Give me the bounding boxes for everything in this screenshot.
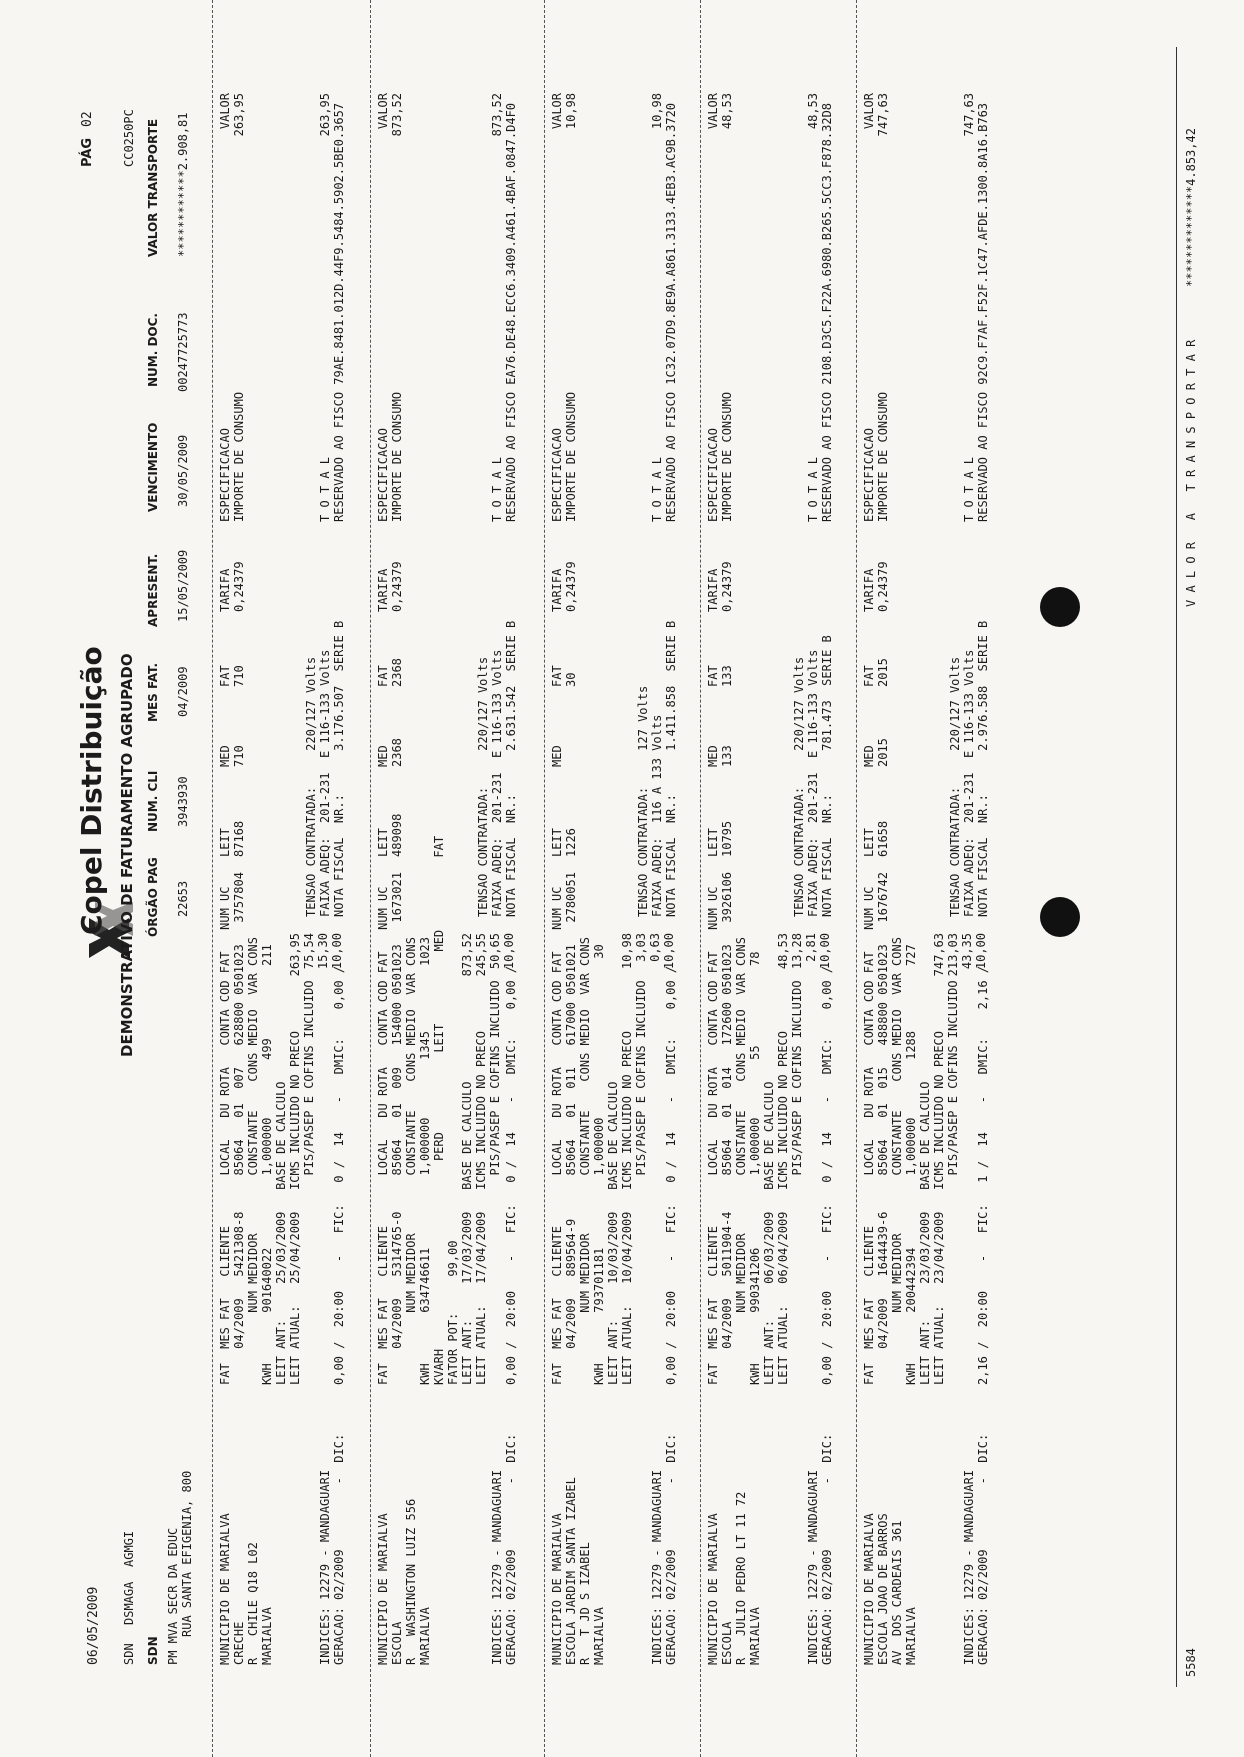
record-leit: LEIT 87168 — [218, 820, 246, 857]
report-code: CC0250PC — [122, 109, 136, 167]
record-total-label: T O T A L — [806, 456, 820, 522]
record-fat: FAT 133 — [706, 665, 734, 687]
record-values: 873,52 245,55 50,65 10,00 — [460, 933, 516, 977]
summary-num-cli: 3943930 — [176, 776, 190, 827]
record-total: 48,53 — [806, 93, 820, 130]
record-values: 48,53 13,28 2,81 10,00 — [776, 933, 832, 970]
record-indices: INDICES: 12279 - MANDAGUARI — [962, 1469, 976, 1665]
page-code: 5584 — [1184, 1648, 1198, 1677]
record-address-2: ESCOLA JARDIM SANTA IZABEL — [564, 1477, 578, 1665]
record-values: 747,63 213,03 43,35 10,00 — [932, 933, 988, 977]
punch-hole — [1040, 897, 1080, 937]
record-leit: LEIT 489098 — [376, 813, 404, 857]
divider — [544, 0, 545, 1757]
record-tarifa: TARIFA 0,24379 — [218, 561, 246, 612]
record-address-4: MARIALVA — [260, 1607, 274, 1665]
record-footer-line: 2,16 / 20:00 - FIC: 1 / 14 - DMIC: 2,16 / — [976, 965, 990, 1385]
summary-name: PM MVA SECR DA EDUC — [166, 1527, 180, 1665]
record-indices: INDICES: 12279 - MANDAGUARI — [318, 1469, 332, 1665]
record-address-3: R T JD S IZABEL — [578, 1542, 592, 1665]
record-footer-line: 0,00 / 20:00 - FIC: 0 / 14 - DMIC: 0,00 / — [504, 965, 518, 1385]
col-num-doc: NUM. DOC. — [146, 313, 160, 387]
record-address-2: ESCOLA — [390, 1621, 404, 1665]
col-orgao-pag: ÓRGÃO PAG — [146, 857, 160, 937]
record-total-label: T O T A L — [490, 456, 504, 522]
summary-orgao: 22653 — [176, 880, 190, 917]
record-address-3: R CHILE Q18 L02 — [246, 1542, 260, 1665]
record-med: MED 133 — [706, 745, 734, 767]
valor-transportar-total: **************4.853,42 — [1184, 128, 1198, 287]
record-especificacao: ESPECIFICACAO IMPORTE DE CONSUMO — [862, 391, 890, 522]
sdn-column-label: SDN — [146, 1636, 160, 1665]
record-indices: INDICES: 12279 - MANDAGUARI — [650, 1469, 664, 1665]
summary-vencimento: 30/05/2009 — [176, 434, 190, 507]
record-med: MED 2368 — [376, 738, 404, 767]
record — [860, 0, 1010, 1757]
report-date: 06/05/2009 — [86, 1586, 101, 1665]
record-address-2: ESCOLA — [720, 1621, 734, 1665]
summary-address: RUA SANTA EFIGENIA, 800 — [180, 1470, 194, 1637]
record-tensao: TENSAO CONTRATADA: 127 Volts FAIXA ADEQ: 116 A 133 Volts NOTA FISCAL NR.: 1.411.858 SERIE B — [636, 620, 678, 917]
record-tarifa: TARIFA 0,24379 — [862, 561, 890, 612]
record-address-4: MARIALVA — [748, 1607, 762, 1665]
record-geracao: GERACAO: 02/2009 - DIC: — [664, 1433, 678, 1665]
record-reservado: RESERVADO AO FISCO 1C32.07D9.8E9A.A861.3133.4EB3.AC9B.3720 — [664, 102, 678, 522]
summary-mes-fat: 04/2009 — [176, 666, 190, 717]
record-valor: VALOR 48,53 — [706, 93, 734, 130]
record-valor: VALOR 10,98 — [550, 93, 578, 130]
record-geracao: GERACAO: 02/2009 - DIC: — [504, 1433, 518, 1665]
record-address-4: MARIALVA — [592, 1607, 606, 1665]
record-reservado: RESERVADO AO FISCO 92C9.F7AF.F52F.1C47.AFDE.1300.8A16.B763 — [976, 102, 990, 522]
record-geracao: GERACAO: 02/2009 - DIC: — [332, 1433, 346, 1665]
col-mes-fat: MES FAT. — [146, 662, 160, 722]
record — [548, 0, 698, 1757]
record-tarifa: TARIFA 0,24379 — [706, 561, 734, 612]
footer-rule — [1176, 47, 1177, 1687]
record — [704, 0, 854, 1757]
record-values: 263,95 75,54 15,30 10,00 — [288, 933, 344, 977]
record-address-2: ESCOLA JOAO DE BARROS — [876, 1513, 890, 1665]
summary-apresent: 15/05/2009 — [176, 549, 190, 622]
divider — [212, 0, 213, 1757]
record-address-2: CRECHE — [232, 1621, 246, 1665]
divider — [370, 0, 371, 1757]
record-tensao: TENSAO CONTRATADA: 220/127 Volts FAIXA ADEQ: 201-231 E 116-133 Volts NOTA FISCAL NR.: 3.176.507 SERIE B — [304, 620, 346, 917]
record-especificacao: ESPECIFICACAO IMPORTE DE CONSUMO — [706, 391, 734, 522]
record-fat: FAT 2368 — [376, 658, 404, 687]
punch-hole — [1040, 587, 1080, 627]
record-indices: INDICES: 12279 - MANDAGUARI — [490, 1469, 504, 1665]
record-footer-line: 0,00 / 20:00 - FIC: 0 / 14 - DMIC: 0,00 / — [820, 965, 834, 1385]
summary-valor-transporte: ************2.908,81 — [176, 112, 190, 257]
col-num-cli: NUM. CLI — [146, 770, 160, 832]
record-address-1: MUNICIPIO DE MARIALVA — [706, 1513, 720, 1665]
record-med: MED — [550, 745, 564, 767]
record-med: MED 2015 — [862, 738, 890, 767]
col-valor-transporte: VALOR TRANSPORTE — [146, 118, 160, 257]
record-reservado: RESERVADO AO FISCO EA76.DE48.ECC6.3409.A461.4BAF.0847.D4F0 — [504, 102, 518, 522]
valor-transportar-label: V A L O R A T R A N S P O R T A R — [1184, 339, 1198, 607]
record-total-label: T O T A L — [318, 456, 332, 522]
record-indices: INDICES: 12279 - MANDAGUARI — [806, 1469, 820, 1665]
record-especificacao: ESPECIFICACAO IMPORTE DE CONSUMO — [550, 391, 578, 522]
record-geracao: GERACAO: 02/2009 - DIC: — [820, 1433, 834, 1665]
record-address-4: MARIALVA — [418, 1607, 432, 1665]
divider — [856, 0, 857, 1757]
record-meter-block: FAT MES FAT CLIENTE LOCAL DU ROTA CONTA COD FAT NUM UC 04/2009 5011904-4 85064 01 014 172600 0501023 3926106 NUM MEDIDOR CONSTANTE CONS MEDIO VAR CONS KWH 990341206 1,000000 55 78 LEIT ANT: 06/03/2009 BASE DE CALCULO LEIT ATUAL: 06/04/2009 ICMS INCLUIDO NO PRECO PIS/PASEP E COFINS INCLUIDO — [706, 872, 804, 1385]
record-values: 10,98 3,03 0,63 10,00 — [620, 933, 676, 970]
record-valor: VALOR 873,52 — [376, 93, 404, 137]
record-tarifa: TARIFA 0,24379 — [550, 561, 578, 612]
record-fat: FAT 2015 — [862, 658, 890, 687]
summary-num-doc: 00247725773 — [176, 312, 190, 392]
record-footer-line: 0,00 / 20:00 - FIC: 0 / 14 - DMIC: 0,00 / — [664, 965, 678, 1385]
record — [216, 0, 366, 1757]
record-med: MED 710 — [218, 745, 246, 767]
record-total: 747,63 — [962, 93, 976, 137]
record-reservado: RESERVADO AO FISCO 79AE.8481.012D.44F9.5484.5902.5BE0.3657 — [332, 102, 346, 522]
report-title: DEMONSTRATIVO DE FATURAMENTO AGRUPADO — [118, 653, 136, 1057]
divider — [700, 0, 701, 1757]
record-leit: LEIT 61658 — [862, 820, 890, 857]
user-code: AGMGI — [122, 1530, 136, 1567]
record-tensao: TENSAO CONTRATADA: 220/127 Volts FAIXA ADEQ: 201-231 E 116-133 Volts NOTA FISCAL NR.: 781.473 SERIE B — [792, 635, 834, 917]
record — [374, 0, 524, 1757]
record-reservado: RESERVADO AO FISCO 2108.D3C5.F22A.6980.B265.5CC3.F878.32D8 — [820, 102, 834, 522]
col-vencimento: VENCIMENTO — [146, 422, 160, 512]
record-address-1: MUNICIPIO DE MARIALVA — [218, 1513, 232, 1665]
record-meter-block: FAT MES FAT CLIENTE LOCAL DU ROTA CONTA COD FAT NUM UC 04/2009 5421308-8 85064 01 007 628800 0501023 3757804 NUM MEDIDOR CONSTANTE CONS MEDIO VAR CONS KWH 901640022 1,000000 499 211 LEIT ANT: 25/03/2009 BASE DE CALCULO LEIT ATUAL: 25/04/2009 ICMS INCLUIDO NO PRECO PIS/PASEP E COFINS INCLUIDO — [218, 872, 316, 1385]
record-meter-block: FAT MES FAT CLIENTE LOCAL DU ROTA CONTA COD FAT NUM UC 04/2009 1644439-6 85064 01 015 488800 0501023 1676742 NUM MEDIDOR CONSTANTE CONS MEDIO VAR CONS KWH 200442394 1,000000 1288 727 LEIT ANT: 23/03/2009 BASE DE CALCULO LEIT ATUAL: 23/04/2009 ICMS INCLUIDO NO PRECO PIS/PASEP E COFINS INCLUIDO — [862, 872, 960, 1385]
record-meter-block: FAT MES FAT CLIENTE LOCAL DU ROTA CONTA COD FAT NUM UC 04/2009 889564-9 85064 01 011 617000 0501021 2780051 NUM MEDIDOR CONSTANTE CONS MEDIO VAR CONS KWH 793701181 1,000000 30 LEIT ANT: 10/03/2009 BASE DE CALCULO LEIT ATUAL: 10/04/2009 ICMS INCLUIDO NO PRECO PIS/PASEP E COFINS INCLUIDO — [550, 872, 648, 1385]
record-valor: VALOR 747,63 — [862, 93, 890, 137]
record-meter-block: FAT MES FAT CLIENTE LOCAL DU ROTA CONTA COD FAT NUM UC 04/2009 5314765-0 85064 01 009 154000 0501023 1673021 NUM MEDIDOR CONSTANTE CONS MEDIO VAR CONS KWH 634746611 1,000000 1345 1023 KVARH PERD LEIT MED FAT FATOR POT: 99,00 LEIT ANT: 17/03/2009 BASE DE CALCULO LEIT ATUAL: 17/04/2009 ICMS INCLUIDO NO PRECO PIS/PASEP E COFINS INCLUIDO — [376, 835, 502, 1385]
record-total-label: T O T A L — [650, 456, 664, 522]
record-address-1: MUNICIPIO DE MARIALVA — [376, 1513, 390, 1665]
record-especificacao: ESPECIFICACAO IMPORTE DE CONSUMO — [376, 391, 404, 522]
record-fat: FAT 710 — [218, 665, 246, 687]
record-total: 873,52 — [490, 93, 504, 137]
record-total: 10,98 — [650, 93, 664, 130]
page-label: PÁG — [80, 137, 95, 167]
sdn-label: SDN — [122, 1643, 136, 1665]
record-address-3: AV DOS CARDEAIS 361 — [890, 1520, 904, 1665]
record-leit: LEIT 1226 — [550, 828, 578, 857]
record-tensao: TENSAO CONTRATADA: 220/127 Volts FAIXA ADEQ: 201-231 E 116-133 Volts NOTA FISCAL NR.: 2.631.542 SERIE B — [476, 620, 518, 917]
record-address-3: R WASHINGTON LUIZ 556 — [404, 1498, 418, 1665]
page-number: 02 — [80, 111, 95, 127]
record-footer-line: 0,00 / 20:00 - FIC: 0 / 14 - DMIC: 0,00 / — [332, 965, 346, 1385]
record-especificacao: ESPECIFICACAO IMPORTE DE CONSUMO — [218, 391, 246, 522]
record-tarifa: TARIFA 0,24379 — [376, 561, 404, 612]
record-valor: VALOR 263,95 — [218, 93, 246, 137]
col-apresent: APRESENT. — [146, 553, 160, 627]
record-address-4: MARIALVA — [904, 1607, 918, 1665]
brand-name: Copel Distribuição — [75, 646, 108, 935]
system-code: DSMAGA — [122, 1581, 136, 1625]
record-address-1: MUNICIPIO DE MARIALVA — [550, 1513, 564, 1665]
record-total: 263,95 — [318, 93, 332, 137]
record-address-1: MUNICIPIO DE MARIALVA — [862, 1513, 876, 1665]
record-tensao: TENSAO CONTRATADA: 220/127 Volts FAIXA ADEQ: 201-231 E 116-133 Volts NOTA FISCAL NR.: 2.976.588 SERIE B — [948, 620, 990, 917]
record-address-3: R JULIO PEDRO LT 11 72 — [734, 1491, 748, 1665]
record-leit: LEIT 10795 — [706, 820, 734, 857]
record-geracao: GERACAO: 02/2009 - DIC: — [976, 1433, 990, 1665]
record-fat: FAT 30 — [550, 665, 578, 687]
record-total-label: T O T A L — [962, 456, 976, 522]
